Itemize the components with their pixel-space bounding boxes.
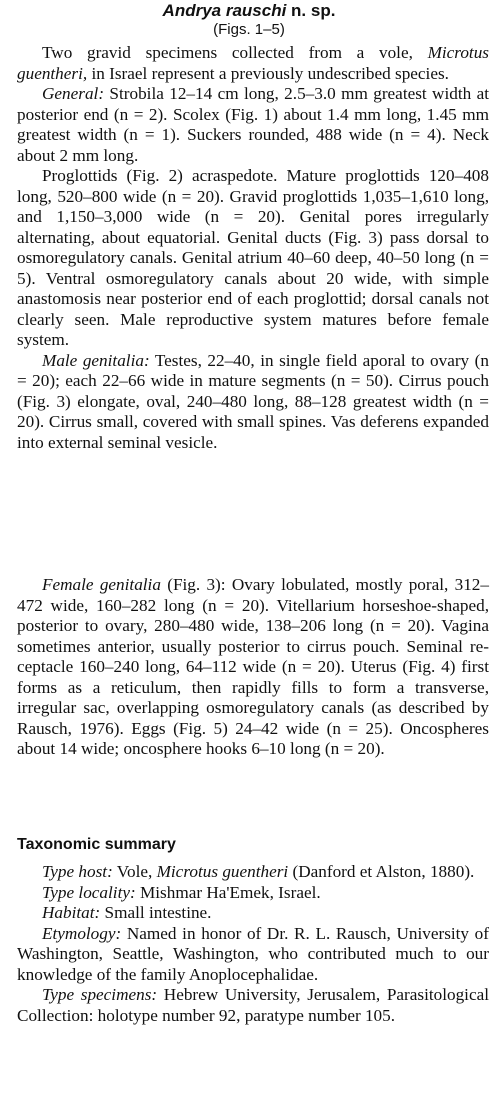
description-block-2 xyxy=(17,575,489,760)
host-name-italic: Microtus guentheri, xyxy=(17,43,489,83)
type-locality-paragraph xyxy=(17,883,489,904)
title-block xyxy=(0,0,498,39)
male-genitalia-paragraph xyxy=(17,351,489,454)
female-genitalia-label: Female genitalia xyxy=(42,575,161,594)
type-host-text-2: (Danford et Alston, 1880). xyxy=(288,862,475,881)
type-host-species: Microtus guentheri xyxy=(156,862,289,881)
female-genitalia-paragraph xyxy=(17,575,489,760)
species-suffix: n. sp. xyxy=(286,1,336,20)
type-specimens-label: Type specimens: xyxy=(42,985,158,1004)
habitat-label: Habitat: xyxy=(42,903,101,922)
taxonomic-summary-heading: Taxonomic summary xyxy=(17,836,176,853)
etymology-label: Etymology: xyxy=(42,923,122,943)
type-specimens-paragraph xyxy=(17,985,489,1026)
type-locality-label: Type locality: xyxy=(42,882,136,902)
taxonomic-summary-block xyxy=(17,862,489,1026)
general-text: Strobila 12–14 cm long, 2.5–3.0 mm greatest width at posterior end (n = 2). Scolex (Fig. 1) about 1.4 mm long, 1.45 mm greatest width (n = 1). Suckers rounded, 488 wide (n = 4). Neck about 2 mm long. xyxy=(17,84,489,165)
general-label: General: xyxy=(42,84,105,103)
intro-text-2: in Israel represent a previously undescribed species. xyxy=(87,63,449,83)
proglottids-paragraph: Proglottids (Fig. 2) acraspedote. Mature proglottids 120–408 long, 520–800 wide (n = 20). Gravid proglottids 1,035–1,610 long, and 1,150–3,000 wide (n = 20). Genital pores irregularly alternating, about equatorial. Genital ducts (Fig. 3) pass dorsal to osmoregulatory canals. Genital atrium 40–60 deep, 40–50 long (n = 5). Ventral osmoregulatory canals about 20 wide, with simple anastomosis near posterior end of each proglottid; dorsal canals not clearly seen. Male reproductive system matures before female system. xyxy=(17,166,489,349)
description-block-1 xyxy=(17,43,489,453)
type-host-text-1: Vole, xyxy=(112,862,157,881)
type-host-paragraph xyxy=(17,862,489,883)
etymology-paragraph xyxy=(17,924,489,986)
type-host-label: Type host: xyxy=(42,862,113,881)
habitat-text: Small intestine. xyxy=(100,903,212,922)
male-genitalia-text: Testes, 22–40, in single field aporal to ovary (n = 20); each 22–66 wide in mature segments (n = 50). Cirrus pouch (Fig. 3) elongate, oval, 240–480 long, 88–128 greatest width (n = 20). Cirrus small, covered with small spines. Vas deferens expanded into external seminal vesicle. xyxy=(17,350,489,452)
male-genitalia-label: Male genitalia: xyxy=(42,350,150,370)
figure-reference: (Figs. 1–5) xyxy=(213,21,285,38)
intro-paragraph xyxy=(17,43,489,84)
type-specimens-text: Hebrew University, Jerusalem, Parasitological Collection: holotype number 92, paratype number 105. xyxy=(17,985,489,1025)
habitat-paragraph xyxy=(17,903,489,924)
type-locality-text: Mishmar Ha'Emek, Israel. xyxy=(135,882,321,902)
intro-text-1: Two gravid specimens collected from a vole, xyxy=(42,43,428,62)
female-genitalia-text: (Fig. 3): Ovary lobulated, mostly poral, 312–472 wide, 160–282 long (n = 20). Vitellarium horseshoe-shaped, posterior to ovary, 280–480 wide, 138–206 long (n = 20). Vagina sometimes anterior, usually posterior to cirrus pouch. Seminal receptacle 160–240 long, 64–112 wide (n = 20). Uterus (Fig. 4) first forms as a reticulum, then rapidly fills to form a transverse, irregular sac, overlapping osmoregulatory canals (as described by Rausch, 1976). Eggs (Fig. 5) 24–42 wide (n = 25). Oncospheres about 14 wide; oncosphere hooks 6–10 long (n = 20). xyxy=(17,575,489,758)
general-paragraph xyxy=(17,84,489,166)
species-name: Andrya rauschi xyxy=(162,1,287,20)
etymology-text: Named in honor of Dr. R. L. Rausch, University of Washington, Seattle, Washington, who contributed much to our knowledge of the family Anoplocephalidae. xyxy=(17,923,489,984)
species-title xyxy=(0,1,498,21)
